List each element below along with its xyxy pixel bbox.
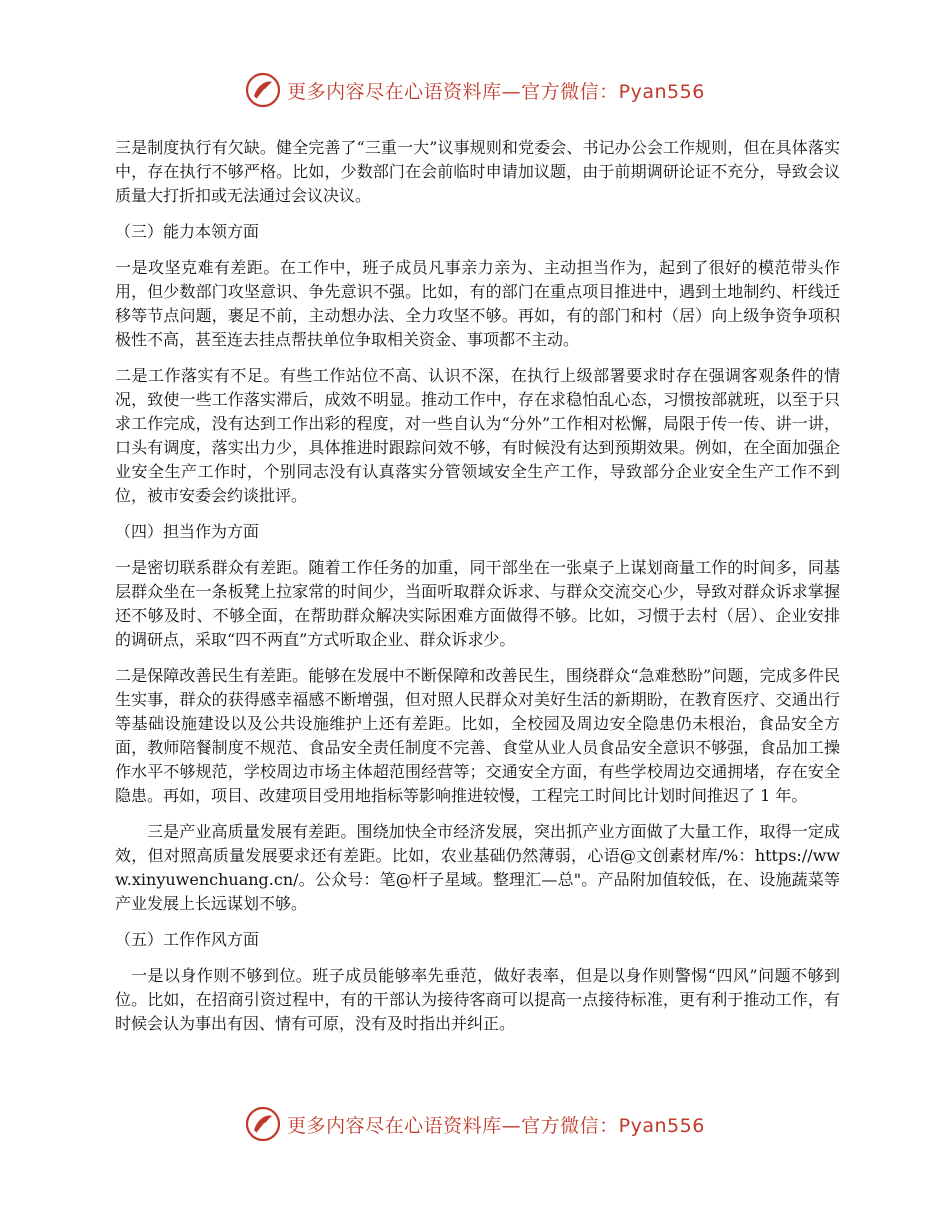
banner-text: 更多内容尽在心语资料库—官方微信：Pyan556: [287, 1114, 705, 1137]
header-watermark-banner: [0, 68, 950, 112]
section-heading: （四）担当作为方面: [115, 522, 260, 541]
paragraph: 一是密切联系群众有差距。随着工作任务的加重，同干部坐在一张桌子上谋划商量工作的时间多，同基层群众坐在一条板凳上拉家常的时间少，当面听取群众诉求、与群众交流交心少，导致对群众诉求掌握还不够及时、不够全面，在帮助群众解决实际困难方面做得不够。比如，习惯于去村（居）、企业安排的调研点，采取“四不两直”方式听取企业、群众诉求少。: [115, 558, 840, 649]
paragraph: 一是以身作则不够到位。班子成员能够率先垂范，做好表率，但是以身作则警惕“四风”问题不够到位。比如，在招商引资过程中，有的干部认为接待客商可以提高一点接待标准，更有利于推动工作，有时候会认为事出有因、情有可原，没有及时指出并纠正。: [115, 966, 840, 1033]
paragraph: 一是攻坚克难有差距。在工作中，班子成员凡事亲力亲为、主动担当作为，起到了很好的模范带头作用，但少数部门攻坚意识、争先意识不强。比如，有的部门在重点项目推进中，遇到土地制约、杆线迁移等节点问题，裹足不前，主动想办法、全力攻坚不够。再如，有的部门和村（居）向上级争资争项积极性不高，甚至连去挂点帮扶单位争取相关资金、事项都不主动。: [115, 258, 840, 349]
pen-swirl-logo-icon: [245, 1106, 281, 1142]
banner-text: 更多内容尽在心语资料库—官方微信：Pyan556: [287, 80, 705, 103]
paragraph: 三是制度执行有欠缺。健全完善了“三重一大”议事规则和党委会、书记办公会工作规则，但在具体落实中，存在执行不够严格。比如，少数部门在会前临时申请加议题，由于前期调研论证不充分，导致会议质量大打折扣或无法通过会议决议。: [115, 138, 840, 205]
section-heading: （五）工作作风方面: [115, 930, 260, 949]
paragraph: 二是工作落实有不足。有些工作站位不高、认识不深，在执行上级部署要求时存在强调客观条件的情况，致使一些工作落实滞后，成效不明显。推动工作中，存在求稳怕乱心态，习惯按部就班，以至于只求工作完成，没有达到工作出彩的程度，对一些自认为“分外”工作相对松懈，局限于传一传、讲一讲，口头有调度，落实出力少，具体推进时跟踪问效不够，有时候没有达到预期效果。例如，在全面加强企业安全生产工作时，个别同志没有认真落实分管领域安全生产工作，导致部分企业安全生产工作不到位，被市安委会约谈批评。: [115, 366, 840, 505]
paragraph: 二是保障改善民生有差距。能够在发展中不断保障和改善民生，围绕群众“急难愁盼”问题，完成多件民生实事，群众的获得感幸福感不断增强，但对照人民群众对美好生活的新期盼，在教育医疗、交通出行等基础设施建设以及公共设施维护上还有差距。比如，全校园及周边安全隐患仍未根治，食品安全方面，教师陪餐制度不规范、食品安全责任制度不完善、食堂从业人员食品安全意识不够强，食品加工操作水平不够规范，学校周边市场主体超范围经营等；交通安全方面，有些学校周边交通拥堵，存在安全隐患。再如，项目、改建项目受用地指标等影响推进较慢，工程完工时间比计划时间推迟了 1 年。: [115, 666, 840, 805]
section-heading: （三）能力本领方面: [115, 222, 260, 241]
document-body: [115, 136, 840, 1048]
pen-swirl-logo-icon: [245, 72, 281, 108]
footer-watermark-banner: [0, 1102, 950, 1146]
paragraph: 三是产业高质量发展有差距。围绕加快全市经济发展，突出抓产业方面做了大量工作，取得一定成效，但对照高质量发展要求还有差距。比如，农业基础仍然薄弱，心语@文创素材库/%：https://www.xinyuwenchuang.cn/。公众号：笔@杆子星域。整理汇—总"。产品附加值较低，在、设施蔬菜等产业发展上长远谋划不够。: [115, 822, 840, 913]
